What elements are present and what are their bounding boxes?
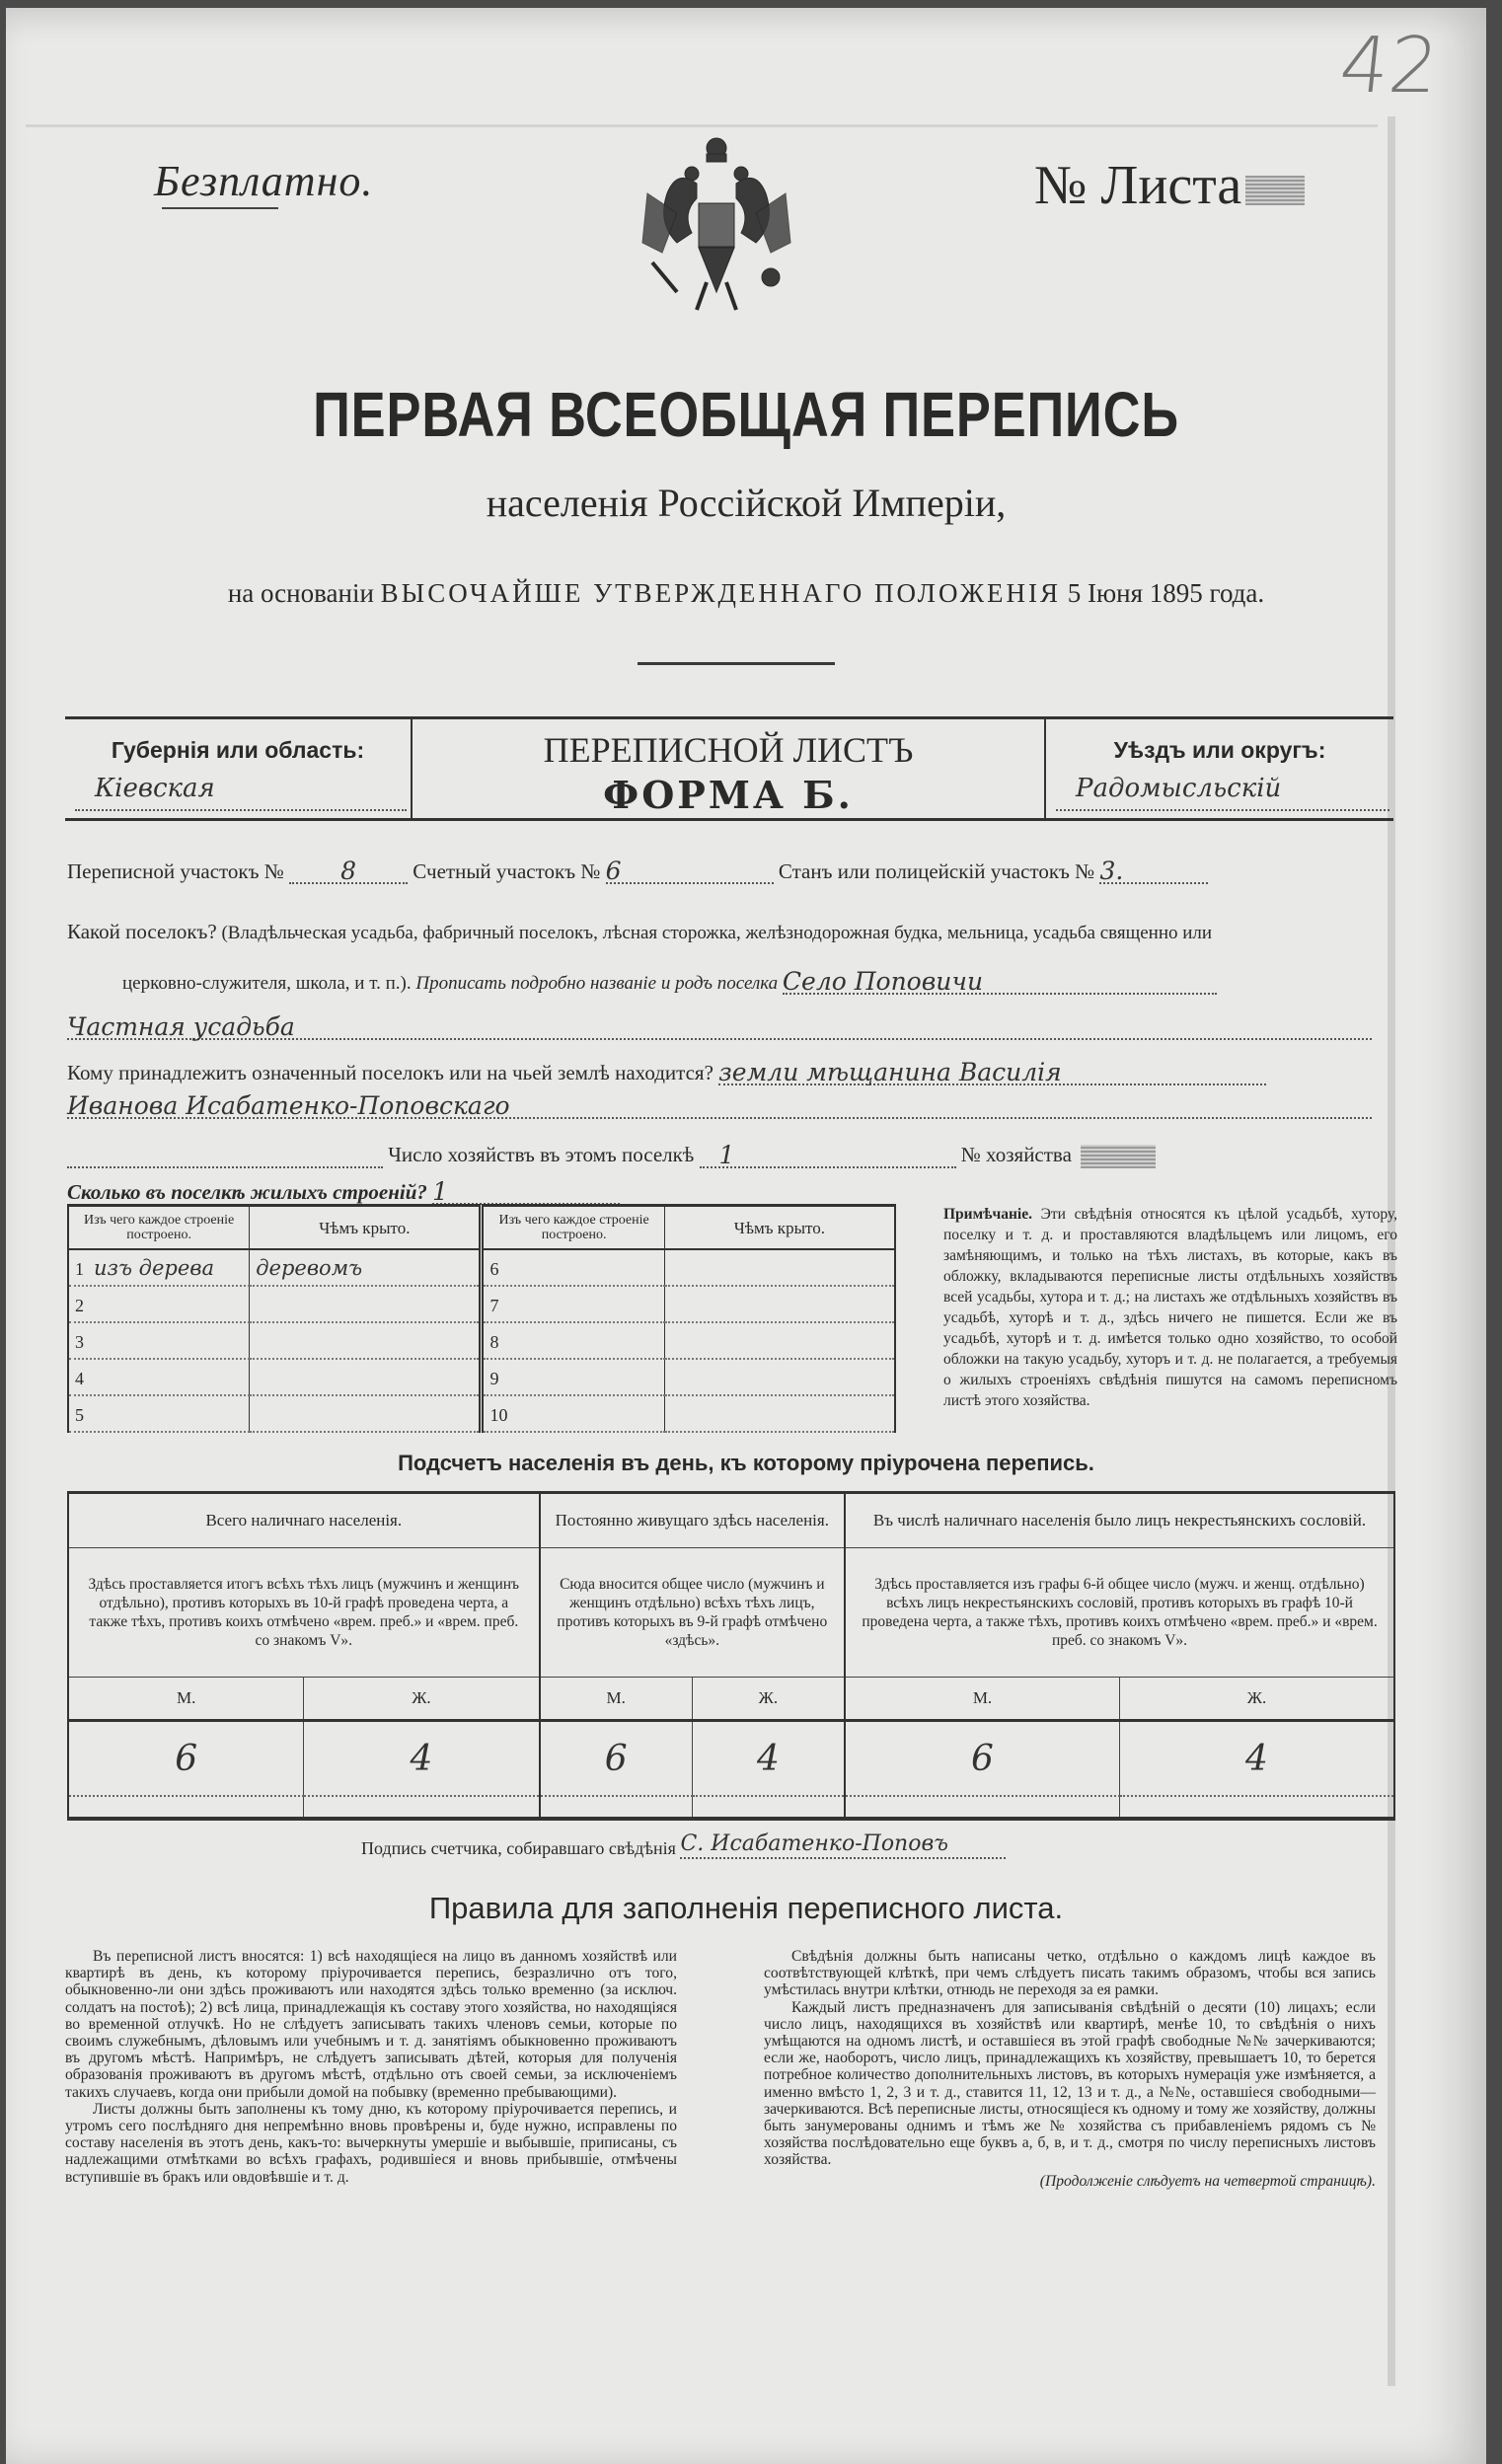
building-built-cell[interactable]	[68, 1249, 250, 1286]
building-row	[68, 1249, 895, 1286]
continuation-note: (Продолженіе слѣдуетъ на четвертой страницѣ).	[1039, 2172, 1376, 2190]
building-number: 7	[489, 1295, 499, 1315]
building-roof-cell[interactable]	[250, 1286, 482, 1322]
settlement-row-3	[67, 1012, 1372, 1040]
building-number: 8	[489, 1331, 499, 1352]
count-district-label: Счетный участокъ №	[413, 859, 601, 883]
title-divider	[638, 662, 835, 665]
population-summary-table	[67, 1491, 1395, 1821]
rules-title: Правила для заполненія переписного листа.	[428, 1891, 1064, 1925]
sheet-number-field	[1034, 154, 1305, 217]
building-built-value: изъ дерева	[94, 1255, 215, 1280]
note-text: Эти свѣдѣнія относятся къ цѣлой усадьбѣ, хутору, поселку и т. д. и проставляются владѣльцемъ или лицомъ, его замѣняющимъ, и только на тѣхъ листахъ, въ которые, какъ въ обложку, вкладываются переписные листы отдѣльныхъ хозяйствъ всей усадьбы, хутора и т. д.; на листахъ же отдѣльныхъ хозяйствъ въ усадьбѣ, хуторѣ и т. д., здѣсь ничего не пишется. Если же въ усадьбѣ, хуторѣ и т. д. имѣется только одно хозяйство, то особой обложки на такую усадьбу, хуторъ и т. д. не полагается, а требуемыя о жилыхъ строеніяхъ свѣдѣнія пишутся на самомъ переписномъ листѣ этого хозяйства.	[943, 1206, 1397, 1409]
male-header: М.	[68, 1678, 304, 1721]
census-sheet-page	[6, 8, 1486, 2464]
sheet-title: ПЕРЕПИСНОЙ ЛИСТЪ	[543, 730, 914, 770]
owner-field-1[interactable]: земли мѣщанина Василія	[718, 1058, 1266, 1085]
free-of-charge-label: Безплатно.	[154, 157, 374, 205]
building-built-cell[interactable]	[68, 1322, 250, 1359]
building-number: 4	[75, 1368, 84, 1388]
households-field[interactable]: 1	[700, 1141, 956, 1168]
building-roof-cell[interactable]	[664, 1286, 895, 1322]
rules-left-column	[65, 1948, 677, 2186]
household-no-redacted-box	[1081, 1145, 1156, 1168]
female-header: Ж.	[1119, 1678, 1394, 1721]
province-label: Губернія или область:	[111, 737, 365, 763]
building-roof-cell[interactable]	[664, 1395, 895, 1432]
province-field[interactable]: Кіевская	[75, 774, 407, 811]
permanent-female-field[interactable]: 4	[692, 1721, 845, 1797]
settlement-field-2[interactable]: Частная усадьба	[67, 1012, 1372, 1040]
building-number: 3	[75, 1331, 84, 1352]
building-number: 6	[489, 1258, 499, 1279]
summary-pad	[304, 1796, 540, 1819]
permanent-male-field[interactable]: 6	[540, 1721, 693, 1797]
rules-right-column	[764, 1948, 1376, 2190]
rules-paragraph: Свѣдѣнія должны быть написаны четко, отдѣльно о каждомъ лицѣ каждое въ соотвѣтствующей клѣткѣ, при чемъ слѣдуетъ писать такимъ образомъ, чтобы вся запись умѣстилась внутри клѣтки, отнюдь не переходя за ея рамки.	[764, 1948, 1376, 1999]
summary-heading-permanent: Постоянно живущаго здѣсь населенія.	[540, 1493, 845, 1548]
settlement-hint-2: церковно-служителя, школа, и т. п.).	[122, 973, 412, 994]
building-row	[68, 1286, 895, 1322]
rules-paragraph: Листы должны быть заполнены къ тому дню, къ которому пріурочивается перепись, и утромъ сего послѣдняго дня непремѣнно вновь провѣрены и, буде нужно, исправлены по составу населенія въ этотъ день, какъ-то: вычеркнуты умершіе и выбывшіе, приписаны, съ надлежащими отмѣтками во всѣхъ графахъ, родившіеся и вновь прибывшіе, отмѣчены вступившіе въ бракъ или овдовѣвшіе и т. д.	[65, 2100, 677, 2186]
police-district-field[interactable]: 3.	[1099, 857, 1208, 884]
district-box	[1044, 716, 1393, 821]
col-built-header-2: Изъ чего каждое строеніе построено.	[482, 1206, 664, 1250]
district-label: Уѣздъ или округъ:	[1113, 737, 1326, 763]
summary-desc-nonpeasant: Здѣсь проставляется изъ графы 6-й общее число (мужч. и женщ. отдѣльно) всѣхъ лицъ некрестьянскихъ сословій, противъ которыхъ въ графѣ 10-й проведена черта, а также тѣхъ, противъ коихъ отмѣчено «врем. преб.» и «врем. преб. со знакомъ V».	[845, 1548, 1394, 1678]
sheet-number-label: № Листа	[1034, 155, 1242, 216]
owner-field-2[interactable]: Иванова Исабатенко-Поповскаго	[67, 1091, 1372, 1119]
population-summary-title: Подсчетъ населенія въ день, къ которому пріурочена перепись.	[398, 1451, 1094, 1475]
households-leader	[67, 1141, 383, 1168]
building-number: 9	[489, 1368, 499, 1388]
building-row	[68, 1359, 895, 1395]
building-roof-cell[interactable]	[250, 1359, 482, 1395]
building-number: 2	[75, 1295, 84, 1315]
building-built-cell[interactable]	[482, 1359, 664, 1395]
census-title: ПЕРВАЯ ВСЕОБЩАЯ ПЕРЕПИСЬ	[313, 379, 1179, 450]
building-number: 10	[489, 1404, 508, 1425]
building-built-cell[interactable]	[482, 1322, 664, 1359]
owner-row	[67, 1058, 1372, 1085]
buildings-row	[67, 1177, 1372, 1205]
census-subtitle: населенія Россійской Имперіи,	[486, 481, 1007, 525]
census-district-label: Переписной участокъ №	[67, 859, 284, 883]
summary-heading-nonpeasant: Въ числѣ наличнаго населенія было лицъ некрестьянскихъ сословій.	[845, 1493, 1394, 1548]
female-header: Ж.	[304, 1678, 540, 1721]
count-district-field[interactable]: 6	[606, 857, 774, 884]
building-roof-value: деревомъ	[256, 1255, 363, 1280]
basis-suffix: 5 Іюня 1895 года.	[1067, 578, 1265, 608]
col-built-header: Изъ чего каждое строеніе построено.	[68, 1206, 250, 1250]
building-roof-cell[interactable]	[664, 1249, 895, 1286]
building-roof-cell[interactable]	[250, 1395, 482, 1432]
building-number: 1	[75, 1258, 84, 1279]
building-row	[68, 1322, 895, 1359]
archive-page-number: 42	[1335, 22, 1443, 111]
owner-label: Кому принадлежитъ означенный поселокъ или на чьей землѣ находится?	[67, 1061, 713, 1084]
summary-heading-total: Всего наличнаго населенія.	[68, 1493, 540, 1548]
building-built-cell[interactable]	[482, 1395, 664, 1432]
settlement-hint-1: (Владѣльческая усадьба, фабричный поселокъ, лѣсная сторожка, желѣзнодорожная будка, мельница, усадьба священно или	[221, 923, 1213, 943]
form-name: ФОРМА Б.	[603, 773, 854, 817]
district-field[interactable]: Радомысльскій	[1056, 774, 1389, 811]
enumerator-signature-row	[361, 1831, 1006, 1859]
building-roof-cell[interactable]	[250, 1322, 482, 1359]
buildings-label: Сколько въ поселкѣ жилыхъ строеній?	[67, 1180, 427, 1204]
census-district-field[interactable]: 8	[289, 857, 408, 884]
male-header: М.	[845, 1678, 1119, 1721]
summary-pad	[1119, 1796, 1394, 1819]
owner-row-2	[67, 1091, 1372, 1119]
double-headed-eagle-icon	[638, 134, 795, 312]
households-label: Число хозяйствъ въ этомъ поселкѣ	[388, 1142, 695, 1166]
districts-row	[67, 857, 1372, 884]
building-built-cell[interactable]	[482, 1286, 664, 1322]
basis-caps: ВЫСОЧАЙШЕ УТВЕРЖДЕННАГО ПОЛОЖЕНІЯ	[380, 578, 1062, 608]
male-header: М.	[540, 1678, 693, 1721]
total-male-field[interactable]: 6	[68, 1721, 304, 1797]
building-roof-cell[interactable]	[250, 1249, 482, 1286]
building-built-cell[interactable]	[68, 1286, 250, 1322]
building-row	[68, 1395, 895, 1432]
households-row	[67, 1141, 1372, 1168]
bleed-through-rule	[26, 124, 1378, 127]
settlement-row-2	[122, 967, 1372, 995]
col-roof-header: Чѣмъ крыто.	[250, 1206, 482, 1250]
building-built-cell[interactable]	[68, 1359, 250, 1395]
building-roof-cell[interactable]	[664, 1359, 895, 1395]
province-box	[65, 716, 413, 821]
settlement-row	[67, 920, 1372, 944]
form-title-box	[413, 716, 1044, 821]
census-legal-basis	[6, 578, 1486, 609]
summary-pad	[845, 1796, 1119, 1819]
household-no-label: № хозяйства	[960, 1142, 1072, 1166]
building-built-cell[interactable]	[482, 1249, 664, 1286]
nonpeasant-male-field[interactable]: 6	[845, 1721, 1119, 1797]
summary-pad	[540, 1796, 693, 1819]
female-header: Ж.	[692, 1678, 845, 1721]
building-roof-cell[interactable]	[664, 1322, 895, 1359]
building-number: 5	[75, 1404, 84, 1425]
settlement-hint-3: Прописать подробно названіе и родъ поселка	[415, 973, 779, 994]
signature-label: Подпись счетчика, собиравшаго свѣдѣнія	[361, 1838, 676, 1858]
rules-paragraph: Каждый листъ предназначенъ для записыванія свѣдѣній о десяти (10) лицахъ; если число лицъ, находящихся въ хозяйствѣ или квартирѣ, менѣе 10, то свѣдѣнія о нихъ умѣщаются на одномъ листѣ, и оставшіеся въ этой графѣ свободные №№ зачеркиваются; если же, наоборотъ, число лицъ, принадлежащихъ къ хозяйству, превышаетъ 10, то берется потребное количество дополнительныхъ листовъ, въ которыхъ нумерація уже измѣняется, а именно вмѣсто 1, 2, 3 и т. д., ставится 11, 12, 13 и т. д., а №№, оставшіеся свободными—зачеркиваются. Всѣ переписные листы, относящіеся къ одному и тому же хозяйству, должны быть занумерованы однимъ и тѣмъ же № хозяйства съ прибавленіемъ рядомъ съ № хозяйства послѣдовательно еще буквъ а, б, в, и т. д., смотря по числу переписныхъ листовъ хозяйства.	[764, 1998, 1376, 2169]
signature-field[interactable]: С. Исабатенко-Поповъ	[680, 1831, 1006, 1859]
free-label-underline	[162, 207, 278, 209]
buildings-table	[67, 1204, 896, 1433]
total-female-field[interactable]: 4	[304, 1721, 540, 1797]
basis-prefix: на основаніи	[227, 578, 374, 608]
building-built-cell[interactable]	[68, 1395, 250, 1432]
nonpeasant-female-field[interactable]: 4	[1119, 1721, 1394, 1797]
rules-paragraph: Въ переписной листъ вносятся: 1) всѣ находящіеся на лицо въ данномъ хозяйствѣ или квартирѣ въ день, къ которому пріурочивается перепись, безразлично отъ того, обыкновенно-ли они здѣсь проживаютъ или находятся здѣсь только временно (за исключ. солдатъ на постоѣ); 2) всѣ лица, принадлежащія къ составу этого хозяйства, но находящіяся во временной отлучкѣ. Но не слѣдуетъ записывать такихъ членовъ семьи, которые по своимъ служебнымъ, дѣловымъ или учебнымъ и т. д. занятіямъ обыкновенно проживаютъ въ другомъ мѣстѣ. Напримѣръ, не слѣдуетъ записывать дѣтей, которыя для полученія образованія проживаютъ въ другомъ мѣстѣ, отдѣльно отъ своей семьи, за исключеніемъ такихъ случаевъ, когда они прибыли домой на побывку (временно пребывающими).	[65, 1948, 677, 2101]
police-district-label: Станъ или полицейскій участокъ №	[778, 859, 1095, 883]
summary-desc-total: Здѣсь проставляется итогъ всѣхъ тѣхъ лицъ (мужчинъ и женщинъ отдѣльно), противъ которыхъ въ 10-й графѣ проведена черта, а также тѣхъ, противъ коихъ отмѣчено «врем. преб.» и «врем. преб. со знакомъ V».	[68, 1548, 540, 1678]
sheet-number-redacted-box	[1245, 176, 1305, 205]
settlement-field-1[interactable]: Село Поповичи	[783, 967, 1217, 995]
col-roof-header-2: Чѣмъ крыто.	[664, 1206, 895, 1250]
buildings-field[interactable]: 1	[432, 1177, 620, 1205]
summary-desc-permanent: Сюда вносится общее число (мужчинъ и женщинъ отдѣльно) всѣхъ тѣхъ лицъ, противъ которыхъ въ 9-й графѣ отмѣчено «здѣсь».	[540, 1548, 845, 1678]
summary-pad	[68, 1796, 304, 1819]
settlement-label: Какой поселокъ?	[67, 920, 217, 943]
summary-pad	[692, 1796, 845, 1819]
note-label: Примѣчаніе.	[943, 1206, 1032, 1223]
buildings-note	[943, 1204, 1397, 1411]
